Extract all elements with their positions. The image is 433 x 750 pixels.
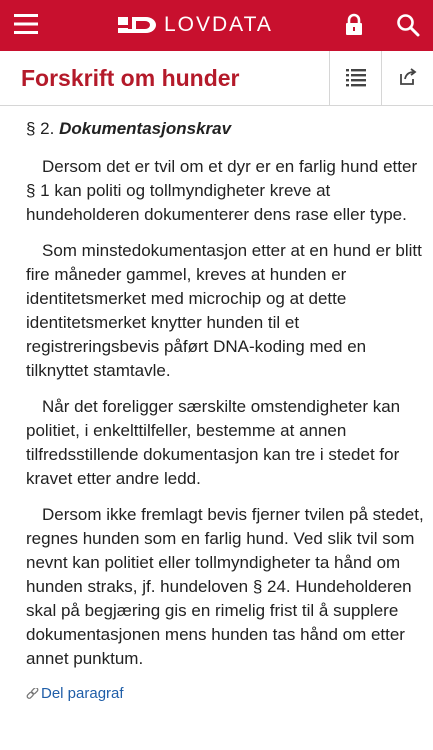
- paragraph-heading: [26, 117, 231, 141]
- paragraph-ledd-1: Dersom det er tvil om et dyr er en farlig hund etter § 1 kan politi og tollmyndigheter kreve at hundeholderen dokumenterer dens rase eller type.: [26, 157, 418, 224]
- paragraph-ledd-4: Dersom ikke fremlagt bevis fjerner tvilen på stedet, regnes hunden som en farlig hund. Ved slik tvil som nevnt kan politiet eller tollmyndigheter ta hånd om hunden straks, jf. hundeloven § 24. Hundeholderen skal på begjæring gis en rimelig frist til å supplere dokumentasjonen mens hunden tas hånd om etter annet punktum.: [26, 505, 424, 668]
- search-icon: [395, 12, 421, 38]
- document-title-bar: [0, 51, 433, 106]
- login-button[interactable]: [342, 13, 366, 37]
- document-title: Forskrift om hunder: [21, 65, 240, 91]
- link-icon: [26, 688, 39, 701]
- paragraph-ledd-2: Som minstedokumentasjon etter at en hund er blitt fire måneder gammel, kreves at hunden er identitetsmerket med microchip og at dette identitetsmerket knytter hunden til et registreringsbevis påført DNA-koding med en tilknyttet stamtavle.: [26, 241, 422, 380]
- lovdata-logo[interactable]: [118, 12, 273, 38]
- lock-icon: [342, 13, 366, 37]
- lovdata-logo-mark-icon: [118, 14, 160, 36]
- share-button[interactable]: [381, 51, 433, 105]
- paragraph-number: § 2.: [26, 119, 55, 138]
- table-of-contents-button[interactable]: [329, 51, 382, 105]
- share-paragraph-link[interactable]: [26, 682, 124, 706]
- logo-text: LOVDATA: [164, 13, 273, 36]
- hamburger-menu-icon: [14, 13, 38, 40]
- share-icon: [399, 68, 417, 86]
- table-of-contents-icon: [346, 68, 366, 88]
- paragraph-content: [0, 106, 433, 750]
- search-button[interactable]: [395, 12, 421, 38]
- paragraph-ledd-3: Når det foreligger særskilte omstendigheter kan politiet, i enkelttilfeller, bestemme at annen tilfredsstillende dokumentasjon kan tre i stedet for kravet etter andre ledd.: [26, 397, 401, 488]
- top-app-bar: [0, 0, 433, 51]
- paragraph-title: Dokumentasjonskrav: [59, 119, 232, 138]
- menu-button[interactable]: [14, 13, 38, 37]
- share-paragraph-label: Del paragraf: [41, 685, 124, 702]
